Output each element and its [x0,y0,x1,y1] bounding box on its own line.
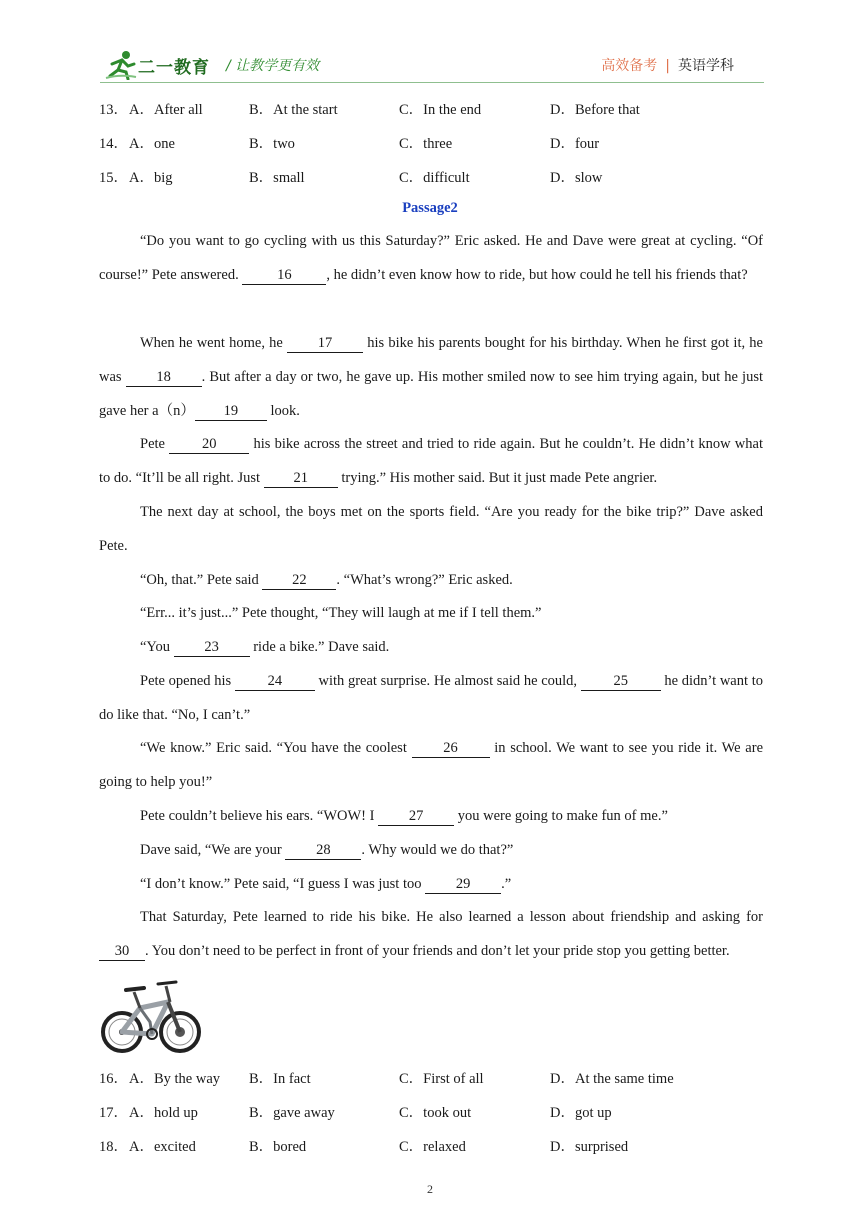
option-d: D．Before that [550,102,640,118]
option-c: C．three [399,136,453,152]
option-c: C．In the end [399,102,482,118]
blank-18[interactable]: 18 [126,369,202,387]
option-b: B．In fact [249,1071,311,1087]
option-b: B．At the start [249,102,338,118]
passage-title: Passage2 [402,200,458,216]
runner-logo-icon [104,50,138,80]
option-c: C．took out [399,1105,472,1121]
option-d: D．got up [550,1105,612,1121]
page-header [100,50,764,82]
question-number: 14． [99,136,128,152]
text-run: That Saturday, Pete learned to ride his bike. He also learned a lesson about friendship and asking for [140,909,763,925]
header-divider [100,82,764,83]
paragraph-12 [99,868,763,902]
text-run: Pete [140,436,170,452]
text-run: with great surprise. He almost said he could, [314,673,581,689]
text-run: trying.” His mother said. But it just made Pete angrier. [337,469,658,486]
logo-text: 二一教育 [138,58,210,78]
option-d: D．slow [550,170,603,186]
text-run: look. [266,402,300,419]
option-a: A．By the way [129,1071,221,1087]
paragraph-5 [99,564,763,598]
option-b: B．gave away [249,1105,335,1121]
blank-23[interactable]: 23 [174,639,250,657]
paragraph-2 [99,327,763,428]
text-run: “Oh, that.” Pete said [140,572,263,588]
blank-16[interactable]: 16 [242,267,326,285]
page-number: 2 [427,1182,433,1196]
blank-27[interactable]: 27 [378,808,454,826]
option-c: C．relaxed [399,1139,466,1155]
text-run: “I don’t know.” Pete said, “I guess I was just too [140,876,426,892]
text-run: , he didn’t even know how to ride, but how could he tell his friends that? [326,266,748,283]
option-a: A．big [129,170,173,186]
text-run: . But after a day or two, he gave up. His mother smiled now to see him trying again, but he just gave her a（n） [99,368,763,419]
option-row-17 [99,1101,769,1121]
question-number: 16． [99,1071,128,1087]
blank-19[interactable]: 19 [195,403,267,421]
option-row-14 [99,132,769,152]
option-b: B．small [249,170,305,186]
option-d: D．At the same time [550,1071,674,1087]
blank-28[interactable]: 28 [285,842,361,860]
blank-26[interactable]: 26 [412,740,490,758]
blank-20[interactable]: 20 [169,436,249,454]
bicycle-icon [100,976,204,1056]
question-number: 13． [99,102,128,118]
paragraph-7 [99,631,763,665]
option-b: B．bored [249,1139,307,1155]
header-tag-subject: 英语学科 [678,58,734,74]
option-a: A．excited [129,1139,196,1155]
header-separator: | [665,58,670,74]
blank-21[interactable]: 21 [264,470,338,488]
text-run: When he went home, he [140,335,288,351]
text-run: “Do you want to go cycling with us this Saturday?” Eric asked. He and Dave were great at cycling. “Of course!” Pete answered. [99,233,763,283]
option-b: B．two [249,136,295,152]
option-d: D．four [550,136,600,152]
paragraph-4 [99,496,763,564]
option-row-18 [99,1135,769,1155]
option-row-16 [99,1067,769,1087]
text-run: his bike across the street and tried to ride again. But he couldn’t. He didn’t know what to do. “It’ll be all right. Just [99,436,763,486]
option-a: A．hold up [129,1105,198,1121]
text-run: “You [140,639,174,655]
blank-24[interactable]: 24 [235,673,315,691]
blank-17[interactable]: 17 [287,335,363,353]
logo [104,50,216,80]
paragraph-9 [99,732,763,800]
paragraph-13 [99,901,763,969]
option-a: A．one [129,136,175,152]
text-run: Pete couldn’t believe his ears. “WOW! I [140,808,379,824]
question-number: 15． [99,170,128,186]
text-run: in school. We want to see you ride it. We are going to help you!” [99,740,764,790]
option-a: A．After all [129,102,203,118]
paragraph-1 [99,225,763,293]
text-run: . “What’s wrong?” Eric asked. [336,572,513,588]
text-run: . You don’t need to be perfect in front of your friends and don’t let your pride stop you getting better. [145,942,730,959]
option-row-13 [99,98,769,118]
text-run: The next day at school, the boys met on the sports field. “Are you ready for the bike trip?” Dave asked Pete. [99,504,763,554]
paragraph-11 [99,834,763,868]
text-run: “We know.” Eric said. “You have the coolest [140,740,412,756]
text-run: he didn’t want to do like that. “No, I can’t.” [99,673,763,723]
text-run: .” [501,876,512,892]
text-run: his bike his parents bought for his birthday. When he first got it, he was [99,335,763,385]
text-run: Pete opened his [140,673,235,689]
question-number: 18． [99,1139,128,1155]
text-run: . Why would we do that?” [361,842,514,858]
header-subject [601,55,734,75]
text-run: Dave said, “We are your [140,842,286,858]
paragraph-6 [99,597,763,631]
text-run: “Err... it’s just...” Pete thought, “They will laugh at me if I tell them.” [140,605,542,621]
text-run: ride a bike.” Dave said. [249,639,390,655]
question-number: 17． [99,1105,128,1121]
paragraph-3 [99,428,763,496]
blank-30[interactable]: 30 [99,943,145,961]
option-c: C．difficult [399,170,470,186]
slogan: / 让教学更有效 [226,58,320,74]
header-tag-exam: 高效备考 [601,58,658,74]
blank-29[interactable]: 29 [425,876,501,894]
paragraph-10 [99,800,763,834]
option-d: D．surprised [550,1139,629,1155]
text-run: you were going to make fun of me.” [454,808,668,824]
option-c: C．First of all [399,1071,484,1087]
blank-25[interactable]: 25 [581,673,661,691]
option-row-15 [99,166,769,186]
paragraph-8 [99,665,763,733]
blank-22[interactable]: 22 [262,572,336,590]
